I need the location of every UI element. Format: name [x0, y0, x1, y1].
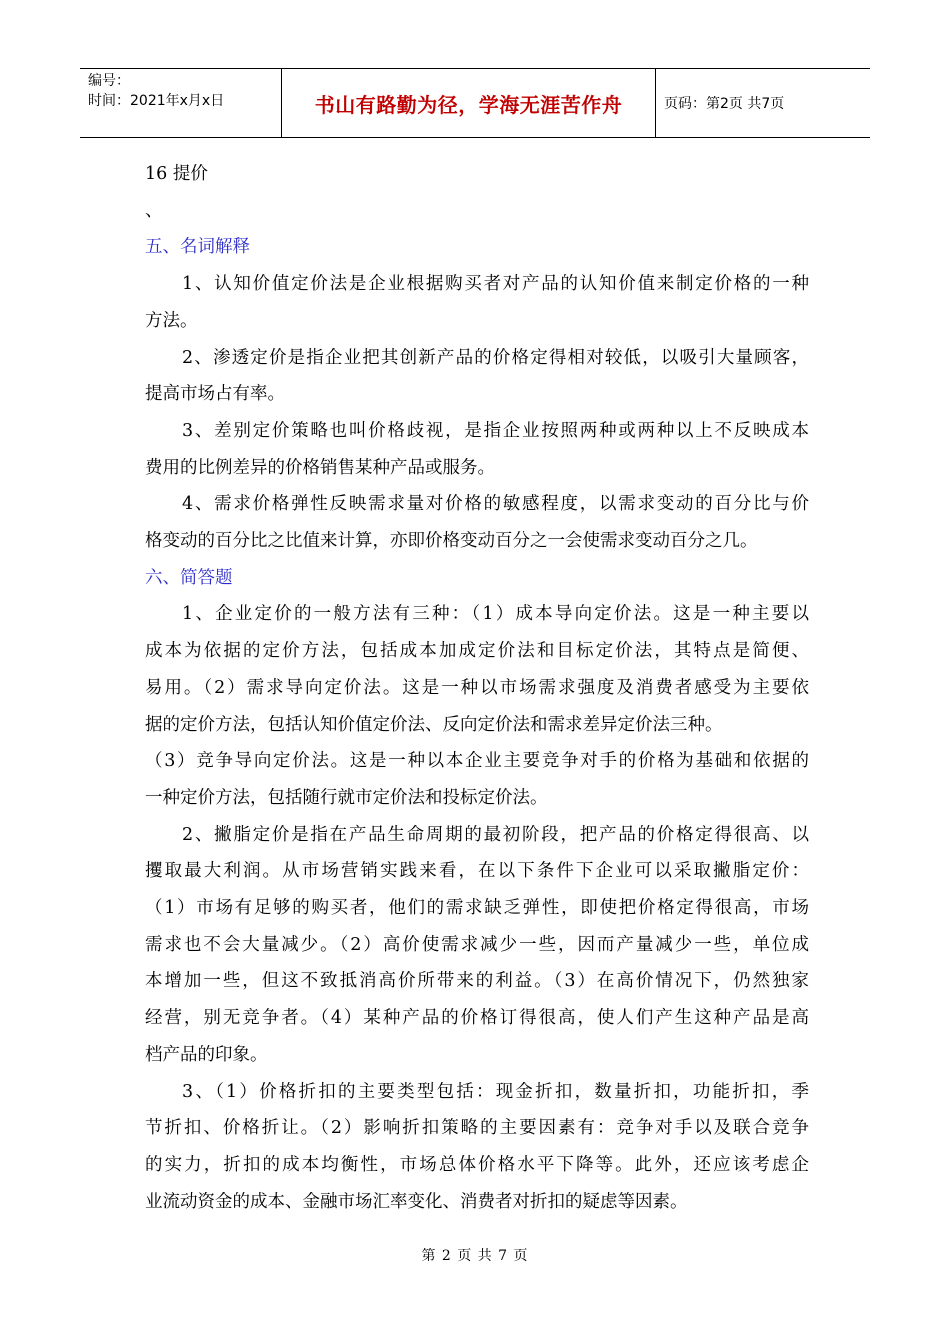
document-body [145, 156, 809, 1220]
s5-line: 提高市场占有率。 [145, 384, 285, 405]
s5-line: 格变动的百分比之比值来计算，亦即价格变动百分之一会使需求变动百分之几。 [145, 531, 758, 552]
item-16: 16 提价 [145, 164, 208, 184]
section-5-heading: 五、名词解释 [145, 237, 250, 258]
s6-line: 据的定价方法，包括认知价值定价法、反向定价法和需求差异定价法三种。 [145, 714, 723, 735]
stray-mark: 、 [145, 200, 163, 221]
s6-line: 1、企业定价的一般方法有三种：（1）成本导向定价法。这是一种主要以 [182, 604, 809, 625]
s5-line: 费用的比例差异的价格销售某种产品或服务。 [145, 457, 495, 478]
motto: 书山有路勤为径，学海无涯苦作舟 [282, 69, 656, 137]
s6-line: 经营，别无竞争者。（4）某种产品的价格订得很高，使人们产生这种产品是高 [145, 1008, 809, 1029]
page-footer: 第 2 页 共 7 页 [421, 1248, 529, 1264]
s6-line: 3、（1）价格折扣的主要类型包括：现金折扣，数量折扣，功能折扣，季 [182, 1081, 809, 1102]
s6-line: 攫取最大利润。从市场营销实践来看，在以下条件下企业可以采取撇脂定价： [145, 861, 809, 882]
s6-line: 节折扣、价格折让。（2）影响折扣策略的主要因素有：竞争对手以及联合竞争 [145, 1118, 809, 1139]
section-6-heading: 六、简答题 [145, 567, 233, 588]
s5-line: 1、认知价值定价法是企业根据购买者对产品的认知价值来制定价格的一种 [182, 274, 809, 295]
s6-line: （3）竞争导向定价法。这是一种以本企业主要竞争对手的价格为基础和依据的 [145, 751, 809, 772]
page-header [80, 68, 870, 138]
s5-line: 3、差别定价策略也叫价格歧视，是指企业按照两种或两种以上不反映成本 [182, 420, 809, 441]
s6-line: （1）市场有足够的购买者，他们的需求缺乏弹性，即使把价格定得很高，市场 [145, 898, 809, 919]
s6-line: 需求也不会大量减少。（2）高价使需求减少一些，因而产量减少一些，单位成 [145, 934, 809, 955]
s6-line: 档产品的印象。 [145, 1044, 268, 1065]
s6-line: 业流动资金的成本、金融市场汇率变化、消费者对折扣的疑虑等因素。 [145, 1191, 688, 1212]
s6-line: 一种定价方法，包括随行就市定价法和投标定价法。 [145, 787, 548, 808]
s6-line: 本增加一些，但这不致抵消高价所带来的利益。（3）在高价情况下，仍然独家 [145, 971, 809, 992]
s5-line: 方法。 [145, 310, 198, 331]
s6-line: 2、撇脂定价是指在产品生命周期的最初阶段，把产品的价格定得很高、以 [182, 824, 809, 845]
time-label: 时间：2021年x月x日 [88, 93, 225, 109]
s6-line: 易用。（2）需求导向定价法。这是一种以市场需求强度及消费者感受为主要依 [145, 677, 809, 698]
s6-line: 的实力，折扣的成本均衡性，市场总体价格水平下降等。此外，还应该考虑企 [145, 1154, 809, 1175]
s5-line: 4、需求价格弹性反映需求量对价格的敏感程度，以需求变动的百分比与价 [182, 494, 809, 515]
number-label: 编号： [88, 73, 130, 89]
s6-line: 成本为依据的定价方法，包括成本加成定价法和目标定价法，其特点是简便、 [145, 641, 809, 662]
header-left-cell [80, 69, 282, 137]
s5-line: 2、渗透定价是指企业把其创新产品的价格定得相对较低，以吸引大量顾客， [182, 347, 809, 368]
page-label: 页码：第2页 共7页 [664, 96, 785, 112]
